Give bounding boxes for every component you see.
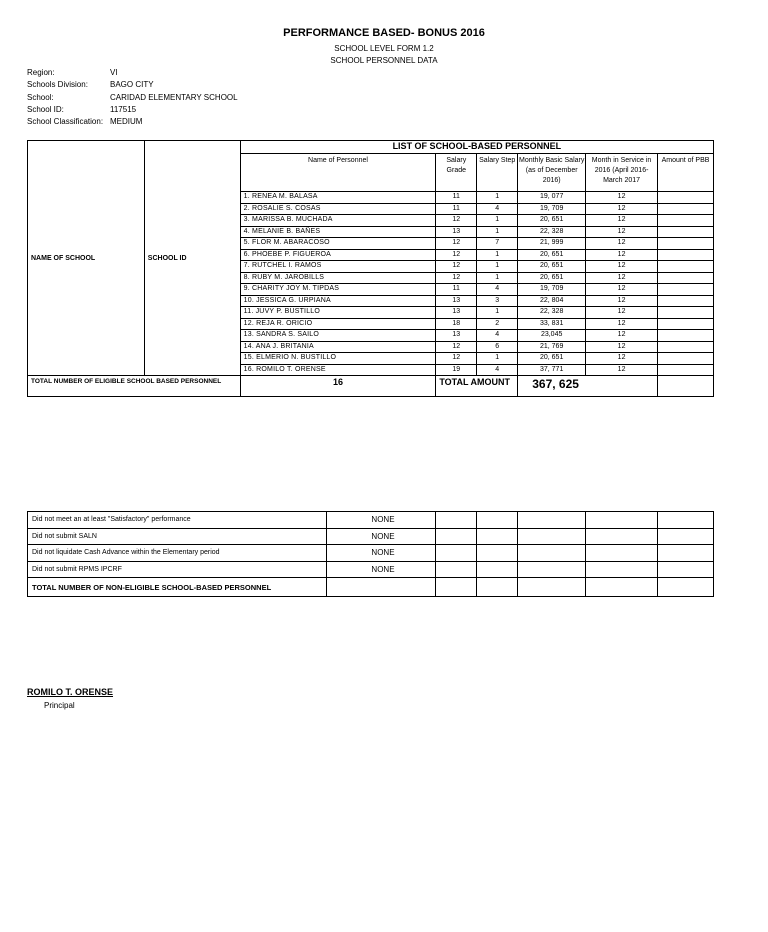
- personnel-name: 13. SANDRA S. SAILO: [240, 330, 436, 342]
- monthly-salary: 20, 651: [518, 261, 586, 273]
- months-in-service: 12: [586, 353, 658, 365]
- total-eligible-count: 16: [240, 376, 436, 397]
- months-in-service: 12: [586, 330, 658, 342]
- info-value: BAGO CITY: [110, 80, 154, 90]
- monthly-salary: 20, 651: [518, 215, 586, 227]
- monthly-salary: 37, 771: [518, 364, 586, 376]
- total-amount-value: 367, 625: [518, 376, 658, 397]
- personnel-name: 7. RUTCHEL I. RAMOS: [240, 261, 436, 273]
- pbb-amount: [658, 203, 714, 215]
- non-eligible-reason: Did not submit SALN: [28, 528, 327, 545]
- table-row: [28, 528, 714, 545]
- months-in-service: 12: [586, 364, 658, 376]
- pbb-amount: [658, 318, 714, 330]
- months-in-service: 12: [586, 295, 658, 307]
- salary-step: 6: [477, 341, 518, 353]
- col-grade-header: Salary Grade: [436, 154, 477, 192]
- months-in-service: 12: [586, 318, 658, 330]
- col-salary-header: Monthly Basic Salary (as of December 2016): [518, 154, 586, 192]
- salary-step: 4: [477, 203, 518, 215]
- info-value: CARIDAD ELEMENTARY SCHOOL: [110, 92, 238, 102]
- monthly-salary: 22, 328: [518, 307, 586, 319]
- personnel-name: 9. CHARITY JOY M. TIPDAS: [240, 284, 436, 296]
- months-in-service: 12: [586, 261, 658, 273]
- personnel-name: 11. JUVY P. BUSTILLO: [240, 307, 436, 319]
- salary-grade: 12: [436, 238, 477, 250]
- personnel-name: 5. FLOR M. ABARACOSO: [240, 238, 436, 250]
- personnel-name: 16. ROMILO T. ORENSE: [240, 364, 436, 376]
- info-division: [27, 79, 238, 91]
- non-eligible-reason: Did not meet an at least "Satisfactory" performance: [28, 512, 327, 529]
- salary-grade: 12: [436, 249, 477, 261]
- salary-step: 4: [477, 364, 518, 376]
- salary-step: 1: [477, 226, 518, 238]
- months-in-service: 12: [586, 272, 658, 284]
- info-region: [27, 67, 238, 79]
- personnel-name: 15. ELMERIO N. BUSTILLO: [240, 353, 436, 365]
- total-amount-label: TOTAL AMOUNT: [436, 376, 518, 397]
- personnel-name: 8. RUBY M. JAROBILLS: [240, 272, 436, 284]
- personnel-name: 10. JESSICA G. URPIANA: [240, 295, 436, 307]
- non-eligible-total-row: [28, 578, 714, 597]
- monthly-salary: 33, 831: [518, 318, 586, 330]
- col-months-header: Month in Service in 2016 (April 2016-March 2017: [586, 154, 658, 192]
- info-school: [27, 92, 238, 104]
- info-label: Schools Division:: [27, 80, 88, 90]
- salary-step: 2: [477, 318, 518, 330]
- months-in-service: 12: [586, 192, 658, 204]
- info-label: School:: [27, 92, 54, 102]
- document-subtitle: SCHOOL PERSONNEL DATA: [330, 56, 438, 65]
- salary-step: 3: [477, 295, 518, 307]
- pbb-amount: [658, 215, 714, 227]
- salary-step: 1: [477, 307, 518, 319]
- months-in-service: 12: [586, 249, 658, 261]
- table-row: [28, 545, 714, 562]
- pbb-amount: [658, 226, 714, 238]
- salary-grade: 13: [436, 307, 477, 319]
- monthly-salary: 23,045: [518, 330, 586, 342]
- non-eligible-value: NONE: [326, 561, 436, 578]
- salary-step: 4: [477, 330, 518, 342]
- monthly-salary: 20, 651: [518, 353, 586, 365]
- school-info: [27, 67, 238, 128]
- monthly-salary: 20, 651: [518, 272, 586, 284]
- info-classification: [27, 116, 238, 128]
- total-eligible-label: TOTAL NUMBER OF ELIGIBLE SCHOOL BASED PERSONNEL: [28, 376, 241, 397]
- monthly-salary: 19, 709: [518, 203, 586, 215]
- salary-grade: 12: [436, 272, 477, 284]
- salary-step: 1: [477, 261, 518, 273]
- months-in-service: 12: [586, 203, 658, 215]
- months-in-service: 12: [586, 284, 658, 296]
- salary-grade: 12: [436, 341, 477, 353]
- personnel-name: 1. RENEA M. BALASA: [240, 192, 436, 204]
- personnel-name: 2. ROSALIE S. COSAS: [240, 203, 436, 215]
- pbb-amount: [658, 341, 714, 353]
- pbb-amount: [658, 353, 714, 365]
- monthly-salary: 21, 769: [518, 341, 586, 353]
- salary-step: 1: [477, 249, 518, 261]
- salary-step: 4: [477, 284, 518, 296]
- salary-grade: 12: [436, 215, 477, 227]
- monthly-salary: 19, 077: [518, 192, 586, 204]
- info-value: 117515: [110, 104, 137, 114]
- name-of-school-header: NAME OF SCHOOL: [28, 141, 145, 376]
- monthly-salary: 19, 709: [518, 284, 586, 296]
- non-eligible-value: NONE: [326, 545, 436, 562]
- personnel-name: 4. MELANIE B. BAÑES: [240, 226, 436, 238]
- personnel-name: 6. PHOEBE P. FIGUEROA: [240, 249, 436, 261]
- col-pbb-header: Amount of PBB: [658, 154, 714, 192]
- personnel-name: 12. REJA R. ORICIO: [240, 318, 436, 330]
- signatory-name: ROMILO T. ORENSE: [27, 687, 114, 697]
- pbb-amount: [658, 307, 714, 319]
- salary-grade: 11: [436, 192, 477, 204]
- pbb-amount: [658, 295, 714, 307]
- non-eligible-reason: Did not submit RPMS IPCRF: [28, 561, 327, 578]
- info-value: MEDIUM: [110, 117, 143, 127]
- personnel-name: 14. ANA J. BRITANIA: [240, 341, 436, 353]
- months-in-service: 12: [586, 238, 658, 250]
- totals-row: [28, 376, 714, 397]
- table-row: [28, 512, 714, 529]
- non-eligible-table: [27, 511, 714, 597]
- pbb-amount: [658, 192, 714, 204]
- pbb-amount: [658, 272, 714, 284]
- personnel-name: 3. MARISSA B. MUCHADA: [240, 215, 436, 227]
- salary-step: 1: [477, 272, 518, 284]
- col-step-header: Salary Step: [477, 154, 518, 192]
- months-in-service: 12: [586, 307, 658, 319]
- months-in-service: 12: [586, 341, 658, 353]
- table-row: [28, 561, 714, 578]
- info-label: School Classification:: [27, 117, 104, 127]
- salary-grade: 19: [436, 364, 477, 376]
- pbb-amount: [658, 330, 714, 342]
- non-eligible-value: NONE: [326, 528, 436, 545]
- col-name-header: Name of Personnel: [240, 154, 436, 192]
- salary-grade: 11: [436, 284, 477, 296]
- list-title: LIST OF SCHOOL-BASED PERSONNEL: [240, 141, 713, 154]
- personnel-table: [27, 140, 714, 397]
- pbb-amount: [658, 261, 714, 273]
- pbb-amount: [658, 284, 714, 296]
- pbb-amount: [658, 238, 714, 250]
- signatory-title: Principal: [44, 701, 75, 710]
- monthly-salary: 22, 804: [518, 295, 586, 307]
- total-pbb: [658, 376, 714, 397]
- salary-grade: 13: [436, 226, 477, 238]
- salary-grade: 13: [436, 295, 477, 307]
- months-in-service: 12: [586, 226, 658, 238]
- monthly-salary: 21, 999: [518, 238, 586, 250]
- info-value: VI: [110, 68, 118, 77]
- document-title: PERFORMANCE BASED- BONUS 2016: [283, 27, 485, 39]
- salary-grade: 18: [436, 318, 477, 330]
- salary-step: 1: [477, 353, 518, 365]
- salary-grade: 13: [436, 330, 477, 342]
- salary-grade: 12: [436, 353, 477, 365]
- months-in-service: 12: [586, 215, 658, 227]
- school-id-header: SCHOOL ID: [144, 141, 240, 376]
- non-eligible-total-label: TOTAL NUMBER OF NON-ELIGIBLE SCHOOL-BASED PERSONNEL: [28, 578, 327, 597]
- salary-grade: 11: [436, 203, 477, 215]
- salary-grade: 12: [436, 261, 477, 273]
- salary-step: 7: [477, 238, 518, 250]
- form-number: SCHOOL LEVEL FORM 1.2: [334, 44, 434, 53]
- pbb-amount: [658, 364, 714, 376]
- pbb-amount: [658, 249, 714, 261]
- monthly-salary: 20, 651: [518, 249, 586, 261]
- salary-step: 1: [477, 192, 518, 204]
- monthly-salary: 22, 328: [518, 226, 586, 238]
- salary-step: 1: [477, 215, 518, 227]
- non-eligible-value: NONE: [326, 512, 436, 529]
- info-school-id: [27, 104, 238, 116]
- info-label: Region:: [27, 68, 55, 77]
- info-label: School ID:: [27, 104, 64, 114]
- non-eligible-reason: Did not liquidate Cash Advance within the Elementary period: [28, 545, 327, 562]
